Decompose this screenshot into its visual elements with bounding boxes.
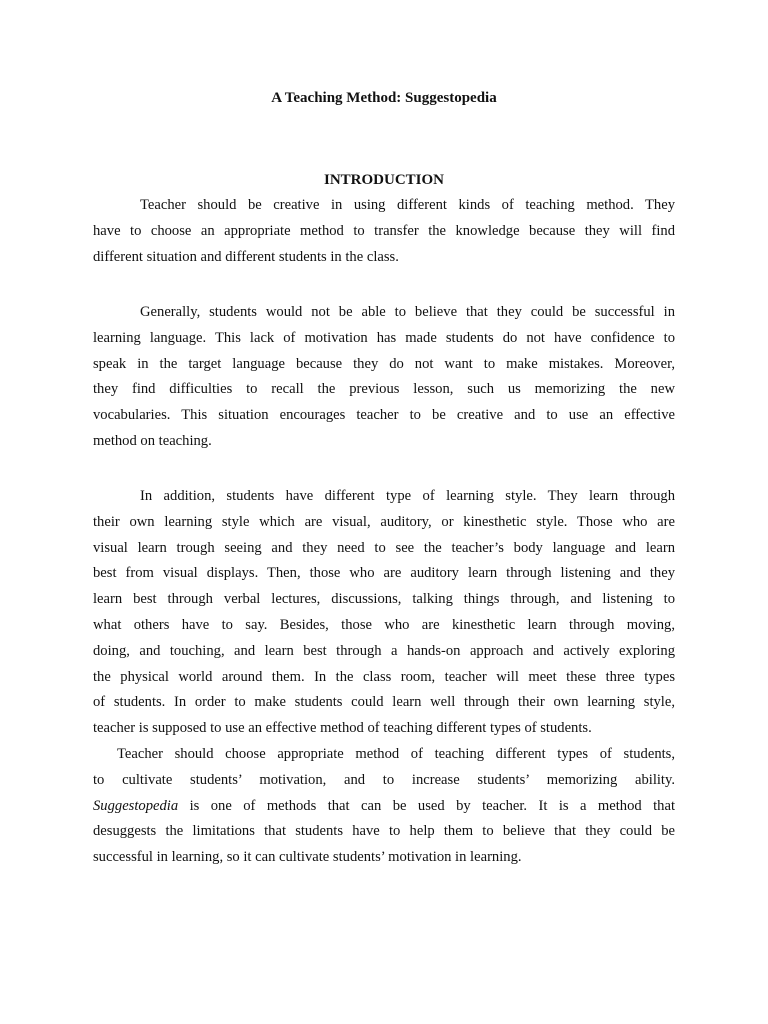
paragraph-line: learning language. This lack of motivation has made students do not have confidence to [93, 329, 675, 346]
paragraph-line: Teacher should choose appropriate method of teaching different types of students, [117, 746, 675, 762]
paragraph-line: to cultivate students’ motivation, and to increase students’ memorizing ability. [93, 771, 675, 788]
section-heading-introduction: INTRODUCTION [323, 172, 444, 188]
paragraph-line-with-term [93, 794, 675, 820]
paragraph-line: visual learn trough seeing and they need to see the teacher’s body language and learn [93, 539, 675, 556]
paragraph-line: In addition, students have different type of learning style. They learn through [140, 488, 675, 504]
paragraph-line: best from visual displays. Then, those who are auditory learn through listening and they [93, 565, 675, 582]
paragraph-line: successful in learning, so it can cultivate students’ motivation in learning. [93, 849, 522, 866]
paragraph-line: Teacher should be creative in using different kinds of teaching method. They [140, 197, 675, 213]
paragraph-line: the physical world around them. In the class room, teacher will meet these three types [93, 668, 675, 685]
paragraph-line: they find difficulties to recall the previous lesson, such us memorizing the new [93, 381, 675, 398]
document-title: A Teaching Method: Suggestopedia [271, 90, 497, 106]
paragraph-line: doing, and touching, and learn best through a hands-on approach and actively exploring [93, 642, 675, 659]
paragraph-line: speak in the target language because they do not want to make mistakes. Moreover, [93, 355, 675, 372]
italic-term-suggestopedia: Suggestopedia [93, 797, 179, 814]
paragraph-line: of students. In order to make students could learn well through their own learning style, [93, 694, 675, 711]
paragraph-line: teacher is supposed to use an effective method of teaching different types of students. [93, 720, 592, 737]
paragraph-line: learn best through verbal lectures, discussions, talking things through, and listening to [93, 591, 675, 608]
paragraph-line: desuggests the limitations that students have to help them to believe that they could be [93, 823, 675, 840]
paragraph-line: have to choose an appropriate method to transfer the knowledge because they will find [93, 222, 675, 239]
paragraph-4 [93, 742, 675, 871]
paragraph-line: what others have to say. Besides, those who are kinesthetic learn through moving, [93, 616, 675, 633]
paragraph-3 [93, 484, 675, 742]
paragraph-line-rest: is one of methods that can be used by teacher. It is a method that [189, 797, 675, 814]
paragraph-1 [93, 193, 675, 270]
paragraph-line: Generally, students would not be able to believe that they could be successful in [140, 304, 675, 320]
paragraph-line: different situation and different students in the class. [93, 248, 399, 265]
paragraph-2 [93, 300, 675, 455]
paragraph-line: their own learning style which are visual, auditory, or kinesthetic style. Those who are [93, 513, 675, 530]
paragraph-line: method on teaching. [93, 432, 212, 449]
paragraph-line: vocabularies. This situation encourages teacher to be creative and to use an effective [93, 407, 675, 424]
